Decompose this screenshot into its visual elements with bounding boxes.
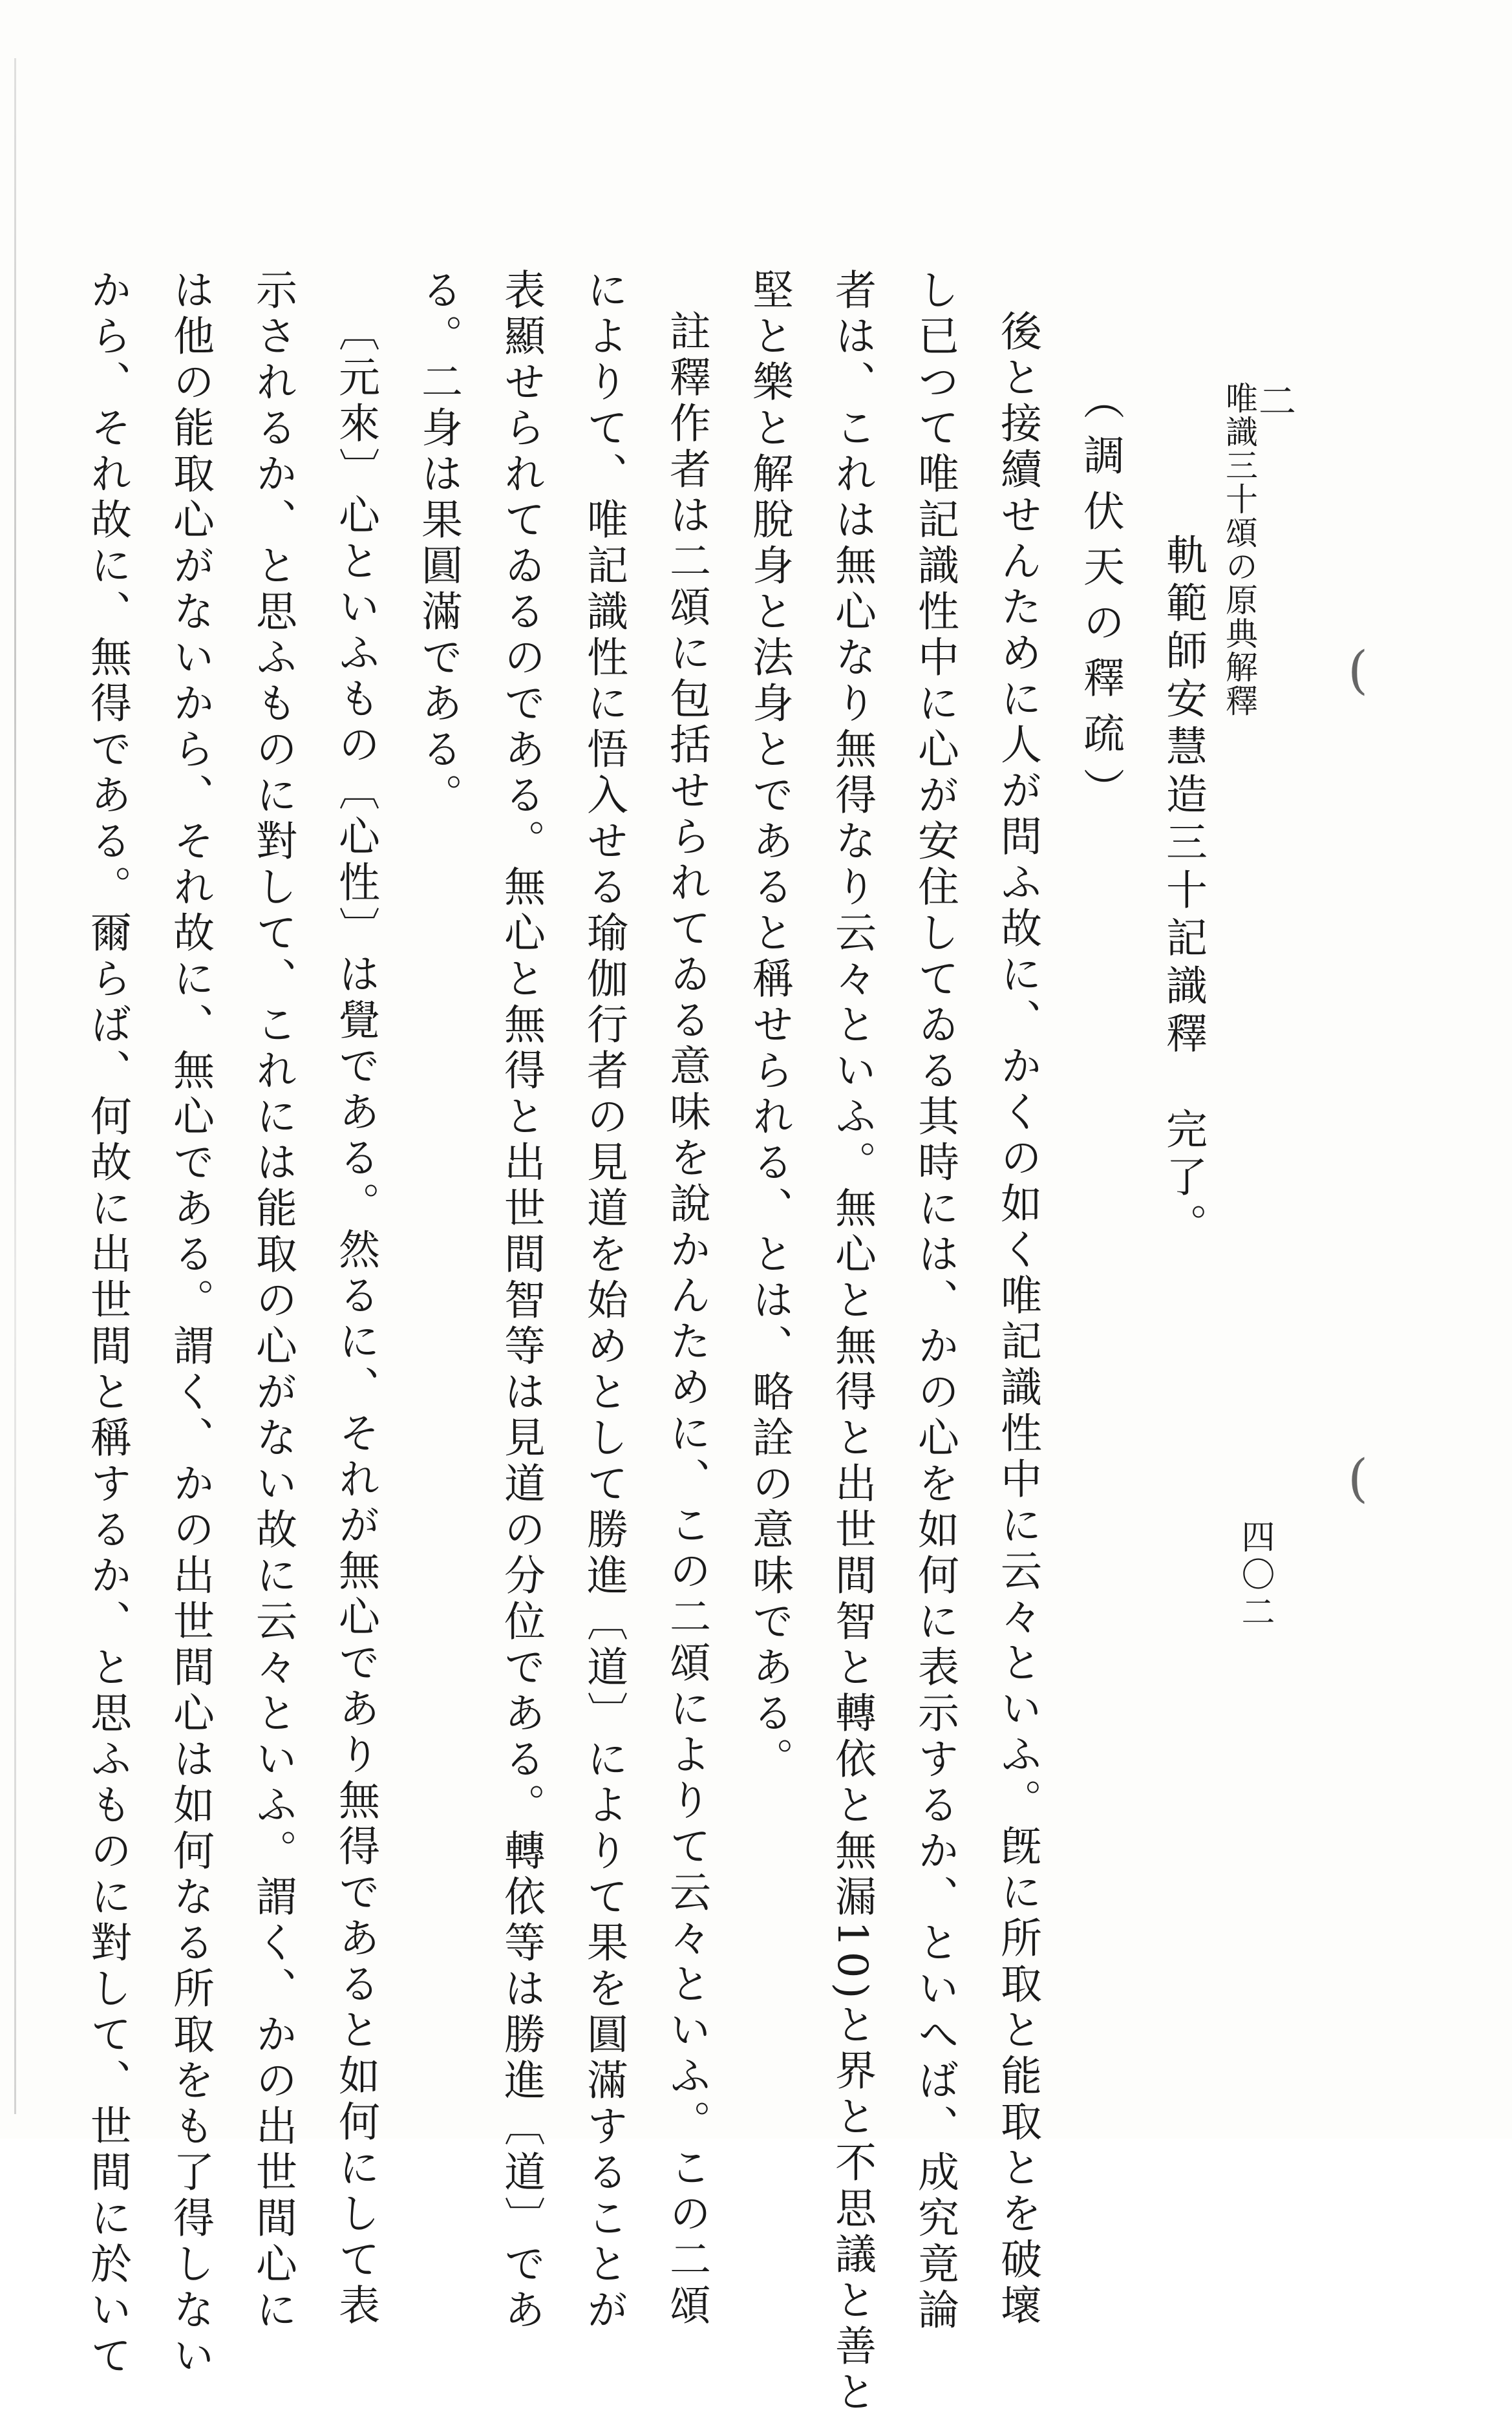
section-heading: （調伏天の釋疏） — [1076, 378, 1124, 823]
text-line: 示されるか、と思ふものに對して、これには能取の心がない故に云々といふ。謂く、かの出世間心に — [249, 268, 297, 2334]
text-line: によりて、唯記識性に悟入せる瑜伽行者の見道を始めとして勝進〔道〕によりて果を圓滿することが — [580, 268, 628, 2334]
text-line: 表顯せられてゐるのである。無心と無得と出世間智等は見道の分位である。轉依等は勝進〔道〕であ — [497, 268, 545, 2334]
text-line: し已つて唯記識性中に心が安住してゐる其時には、かの心を如何に表示するか、といへば、成究竟論 — [911, 268, 959, 2334]
text-line: 堅と樂と解脫身と法身とであると稱せられる、とは、略詮の意味である。 — [745, 268, 793, 1783]
text-line: 後と接續せんために人が問ふ故に、かくの如く唯記識性中に云々といふ。旣に所取と能取とを破壞 — [994, 310, 1041, 2329]
treatise-colophon: 軌範師安慧造三十記識釋 完了。 — [1159, 533, 1207, 1251]
text-line: 〔元來〕心といふもの〔心性〕は覺である。然るに、それが無心であり無得であると如何にして表 — [332, 310, 379, 2329]
scan-edge-line — [14, 58, 16, 2114]
main-text — [66, 268, 1224, 2416]
text-line: は他の能取心がないから、それ故に、無心である。謂く、かの出世間心は如何なる所取をも了得しない — [166, 268, 214, 2380]
text-line: から、それ故に、無得である。爾らば、何故に出世間と稱するか、と思ふものに對して、世間に於いて — [83, 268, 131, 2380]
running-head — [1220, 381, 1296, 718]
running-head-title: 唯識三十頌の原典解釋 — [1220, 381, 1258, 718]
text-line: る。二身は果圓滿である。 — [414, 268, 462, 819]
section-number: 二 — [1252, 381, 1296, 420]
text-line: 註釋作者は二頌に包括せられてゐる意味を說かんために、この二頌によりて云々といふ。この二頌 — [663, 310, 710, 2329]
text-line: 者は、これは無心なり無得なり云々といふ。無心と無得と出世間智と轉依と無漏10)と界と不思議と善と — [828, 268, 876, 2416]
page-number: 四〇二 — [1235, 1519, 1274, 1632]
scan-mark-icon: ( — [1348, 640, 1368, 700]
scan-mark-icon: ( — [1348, 1448, 1368, 1508]
